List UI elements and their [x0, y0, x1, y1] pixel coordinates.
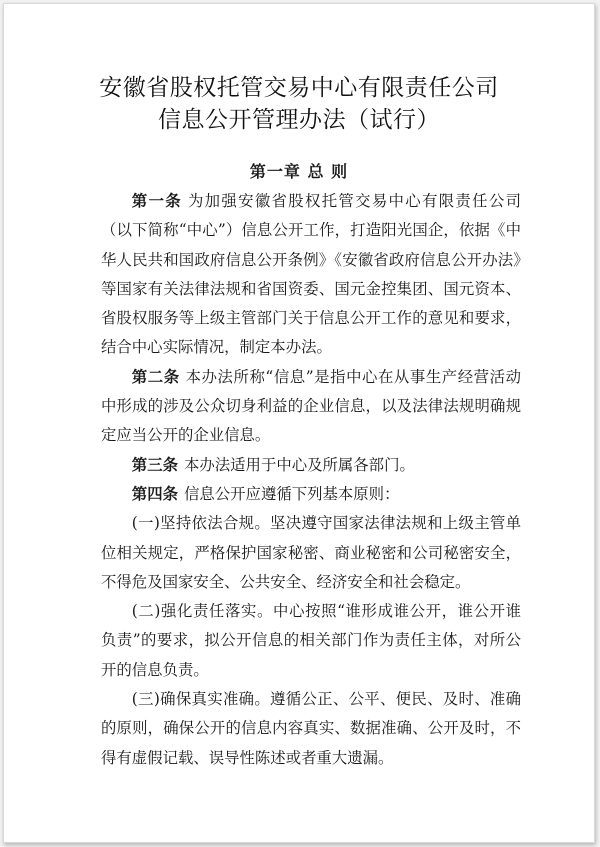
principle-1: [101, 509, 521, 597]
article-label: 第四条: [131, 484, 178, 503]
document-body: [101, 187, 521, 773]
article-text: 本办法所称“信息”是指中心在从事生产经营活动中形成的涉及公众切身利益的企业信息，以及法律法规明确规定应当公开的企业信息。: [101, 367, 521, 445]
document-title-line-1: 安徽省股权托管交易中心有限责任公司: [99, 75, 499, 101]
article-text: 为加强安徽省股权托管交易中心有限责任公司（以下简称“中心”）信息公开工作，打造阳光国企，依据《中华人民共和国政府信息公开条例》《安徽省政府信息公开办法》等国家有关法律法规和省国资委、国元金控集团、国元资本、省股权服务等上级主管部门关于信息公开工作的意见和要求，结合中心实际情况，制定本办法。: [101, 192, 521, 357]
document-page: [3, 3, 595, 843]
article-text: 本办法适用于中心及所属各部门。: [183, 455, 415, 474]
article-text: 信息公开应遵循下列基本原则：: [183, 484, 400, 503]
chapter-heading: 第一章 总 则: [249, 162, 349, 181]
article-2: [101, 363, 521, 451]
principle-text: (一)坚持依法合规。坚决遵守国家法律法规和上级主管单位相关规定，严格保护国家秘密、商业秘密和公司秘密安全，不得危及国家安全、公共安全、经济安全和社会稳定。: [101, 514, 521, 591]
article-label: 第三条: [131, 455, 178, 474]
principle-2: [101, 597, 521, 685]
document-title-line-2: 信息公开管理办法（试行）: [158, 107, 440, 133]
article-label: 第一条: [131, 192, 182, 210]
article-3: [101, 451, 521, 480]
article-label: 第二条: [131, 367, 180, 386]
principle-text: (三)确保真实准确。遵循公正、公平、便民、及时、准确的原则，确保公开的信息内容真实、数据准确、公开及时，不得有虚假记载、误导性陈述或者重大遗漏。: [101, 690, 521, 767]
article-1: [101, 187, 521, 363]
article-4: [101, 480, 521, 509]
principle-3: [101, 685, 521, 773]
principle-text: (二)强化责任落实。中心按照“谁形成谁公开，谁公开谁负责”的要求，拟公开信息的相关部门作为责任主体，对所公开的信息负责。: [101, 602, 521, 679]
